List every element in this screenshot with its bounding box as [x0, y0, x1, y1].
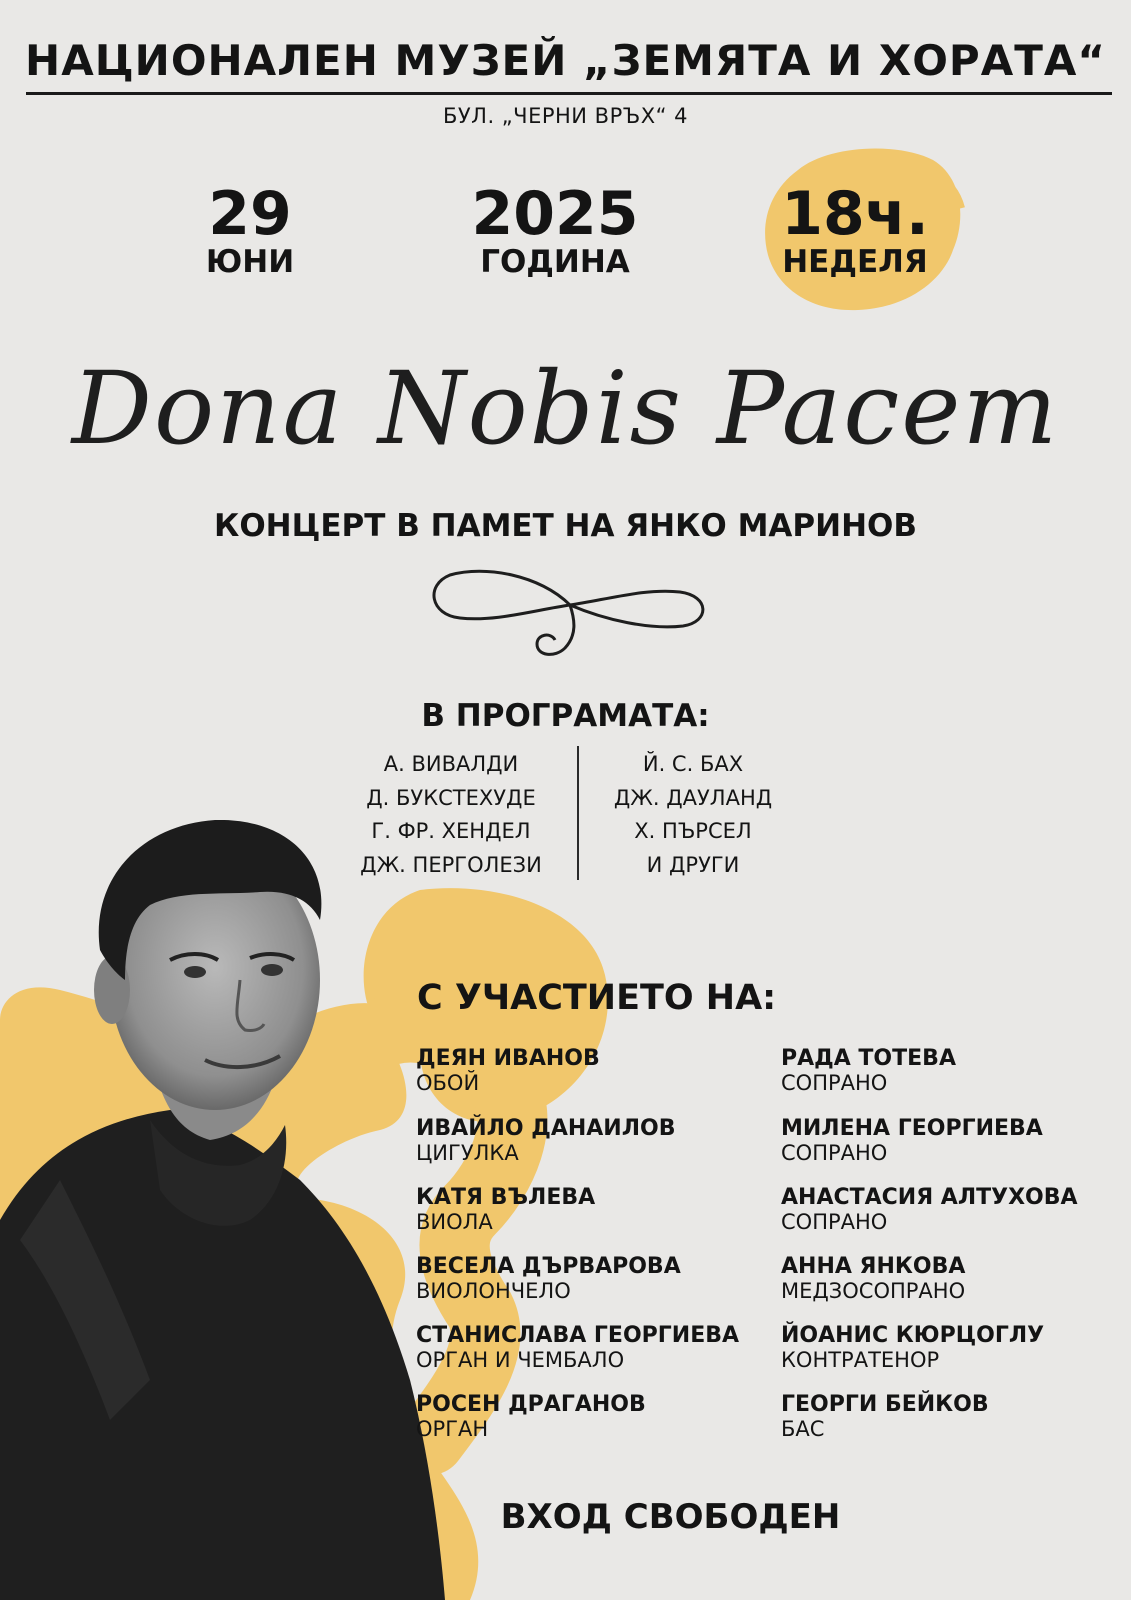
- program-item: Х. ПЪРСЕЛ: [634, 819, 752, 843]
- performer-entry: [416, 1185, 756, 1234]
- performer-name: ИВАЙЛО ДАНАИЛОВ: [416, 1116, 676, 1141]
- performer-name: ЙОАНИС КЮРЦОГЛУ: [781, 1323, 1045, 1348]
- performer-role: ВИОЛОНЧЕЛО: [416, 1279, 571, 1303]
- performer-role: МЕДЗОСОПРАНО: [781, 1279, 966, 1303]
- date-time-block: [765, 179, 945, 280]
- performer-entry: [781, 1116, 1121, 1165]
- program-heading: В ПРОГРАМАТА:: [421, 698, 710, 734]
- performer-entry: [416, 1392, 756, 1441]
- program-list-left: [330, 748, 572, 882]
- program-item: Й. С. БАХ: [642, 752, 744, 776]
- performer-name: КАТЯ ВЪЛЕВА: [416, 1185, 596, 1210]
- performer-name: АННА ЯНКОВА: [781, 1254, 966, 1279]
- venue-name: НАЦИОНАЛЕН МУЗЕЙ „ЗЕМЯТА И ХОРАТА“: [25, 36, 1106, 85]
- program-divider: [577, 746, 579, 880]
- performer-name: ДЕЯН ИВАНОВ: [416, 1046, 600, 1071]
- performer-role: ОБОЙ: [416, 1071, 480, 1095]
- participants-heading: С УЧАСТИЕТО НА:: [417, 978, 777, 1018]
- performer-role: ВИОЛА: [416, 1210, 493, 1234]
- program-item: А. ВИВАЛДИ: [383, 752, 519, 776]
- performer-entry: [781, 1046, 1121, 1095]
- header-rule: [26, 92, 1112, 95]
- performer-name: АНАСТАСИЯ АЛТУХОВА: [781, 1185, 1078, 1210]
- performer-role: СОПРАНО: [781, 1210, 888, 1234]
- performer-name: ВЕСЕЛА ДЪРВАРОВА: [416, 1254, 681, 1279]
- performer-name: МИЛЕНА ГЕОРГИЕВА: [781, 1116, 1043, 1141]
- performer-entry: [781, 1323, 1121, 1372]
- date-day: 29: [208, 179, 292, 249]
- performer-entry: [781, 1185, 1121, 1234]
- flourish-ornament: [425, 560, 715, 670]
- event-weekday: НЕДЕЛЯ: [782, 244, 928, 280]
- performer-role: ЦИГУЛКА: [416, 1141, 519, 1165]
- event-title: Dona Nobis Pacem: [71, 350, 1060, 467]
- event-time: 18ч.: [781, 179, 929, 249]
- program-item: Д. БУКСТЕХУДЕ: [366, 785, 536, 810]
- date-year-block: [440, 179, 670, 280]
- performer-entry: [416, 1116, 756, 1165]
- date-day-block: [175, 179, 325, 280]
- date-year-label: ГОДИНА: [480, 244, 630, 280]
- performer-role: СОПРАНО: [781, 1071, 888, 1095]
- program-item: ДЖ. ПЕРГОЛЕЗИ: [360, 852, 542, 877]
- portrait-photo: [0, 820, 460, 1600]
- event-subtitle: КОНЦЕРТ В ПАМЕТ НА ЯНКО МАРИНОВ: [213, 508, 917, 544]
- program-list-right: [583, 748, 803, 882]
- performer-entry: [781, 1392, 1121, 1441]
- program-item: И ДРУГИ: [646, 852, 740, 877]
- performer-entry: [781, 1254, 1121, 1303]
- venue-address: БУЛ. „ЧЕРНИ ВРЪХ“ 4: [442, 104, 689, 128]
- performer-name: СТАНИСЛАВА ГЕОРГИЕВА: [416, 1323, 740, 1348]
- program-item: ДЖ. ДАУЛАНД: [613, 785, 773, 810]
- performer-role: СОПРАНО: [781, 1141, 888, 1165]
- date-year: 2025: [471, 179, 639, 249]
- date-month: ЮНИ: [205, 244, 295, 280]
- performer-role: КОНТРАТЕНОР: [781, 1348, 940, 1372]
- free-entry-notice: ВХОД СВОБОДЕН: [500, 1497, 841, 1537]
- performer-entry: [416, 1046, 756, 1095]
- performer-entry: [416, 1323, 756, 1372]
- performer-entry: [416, 1254, 756, 1303]
- performer-name: РОСЕН ДРАГАНОВ: [416, 1392, 646, 1417]
- performer-role: ОРГАН: [416, 1417, 489, 1441]
- performer-role: ОРГАН И ЧЕМБАЛО: [416, 1348, 625, 1372]
- performer-name: ГЕОРГИ БЕЙКОВ: [781, 1392, 989, 1417]
- program-item: Г. ФР. ХЕНДЕЛ: [371, 819, 531, 843]
- performer-name: РАДА ТОТЕВА: [781, 1046, 956, 1071]
- performer-role: БАС: [781, 1417, 825, 1441]
